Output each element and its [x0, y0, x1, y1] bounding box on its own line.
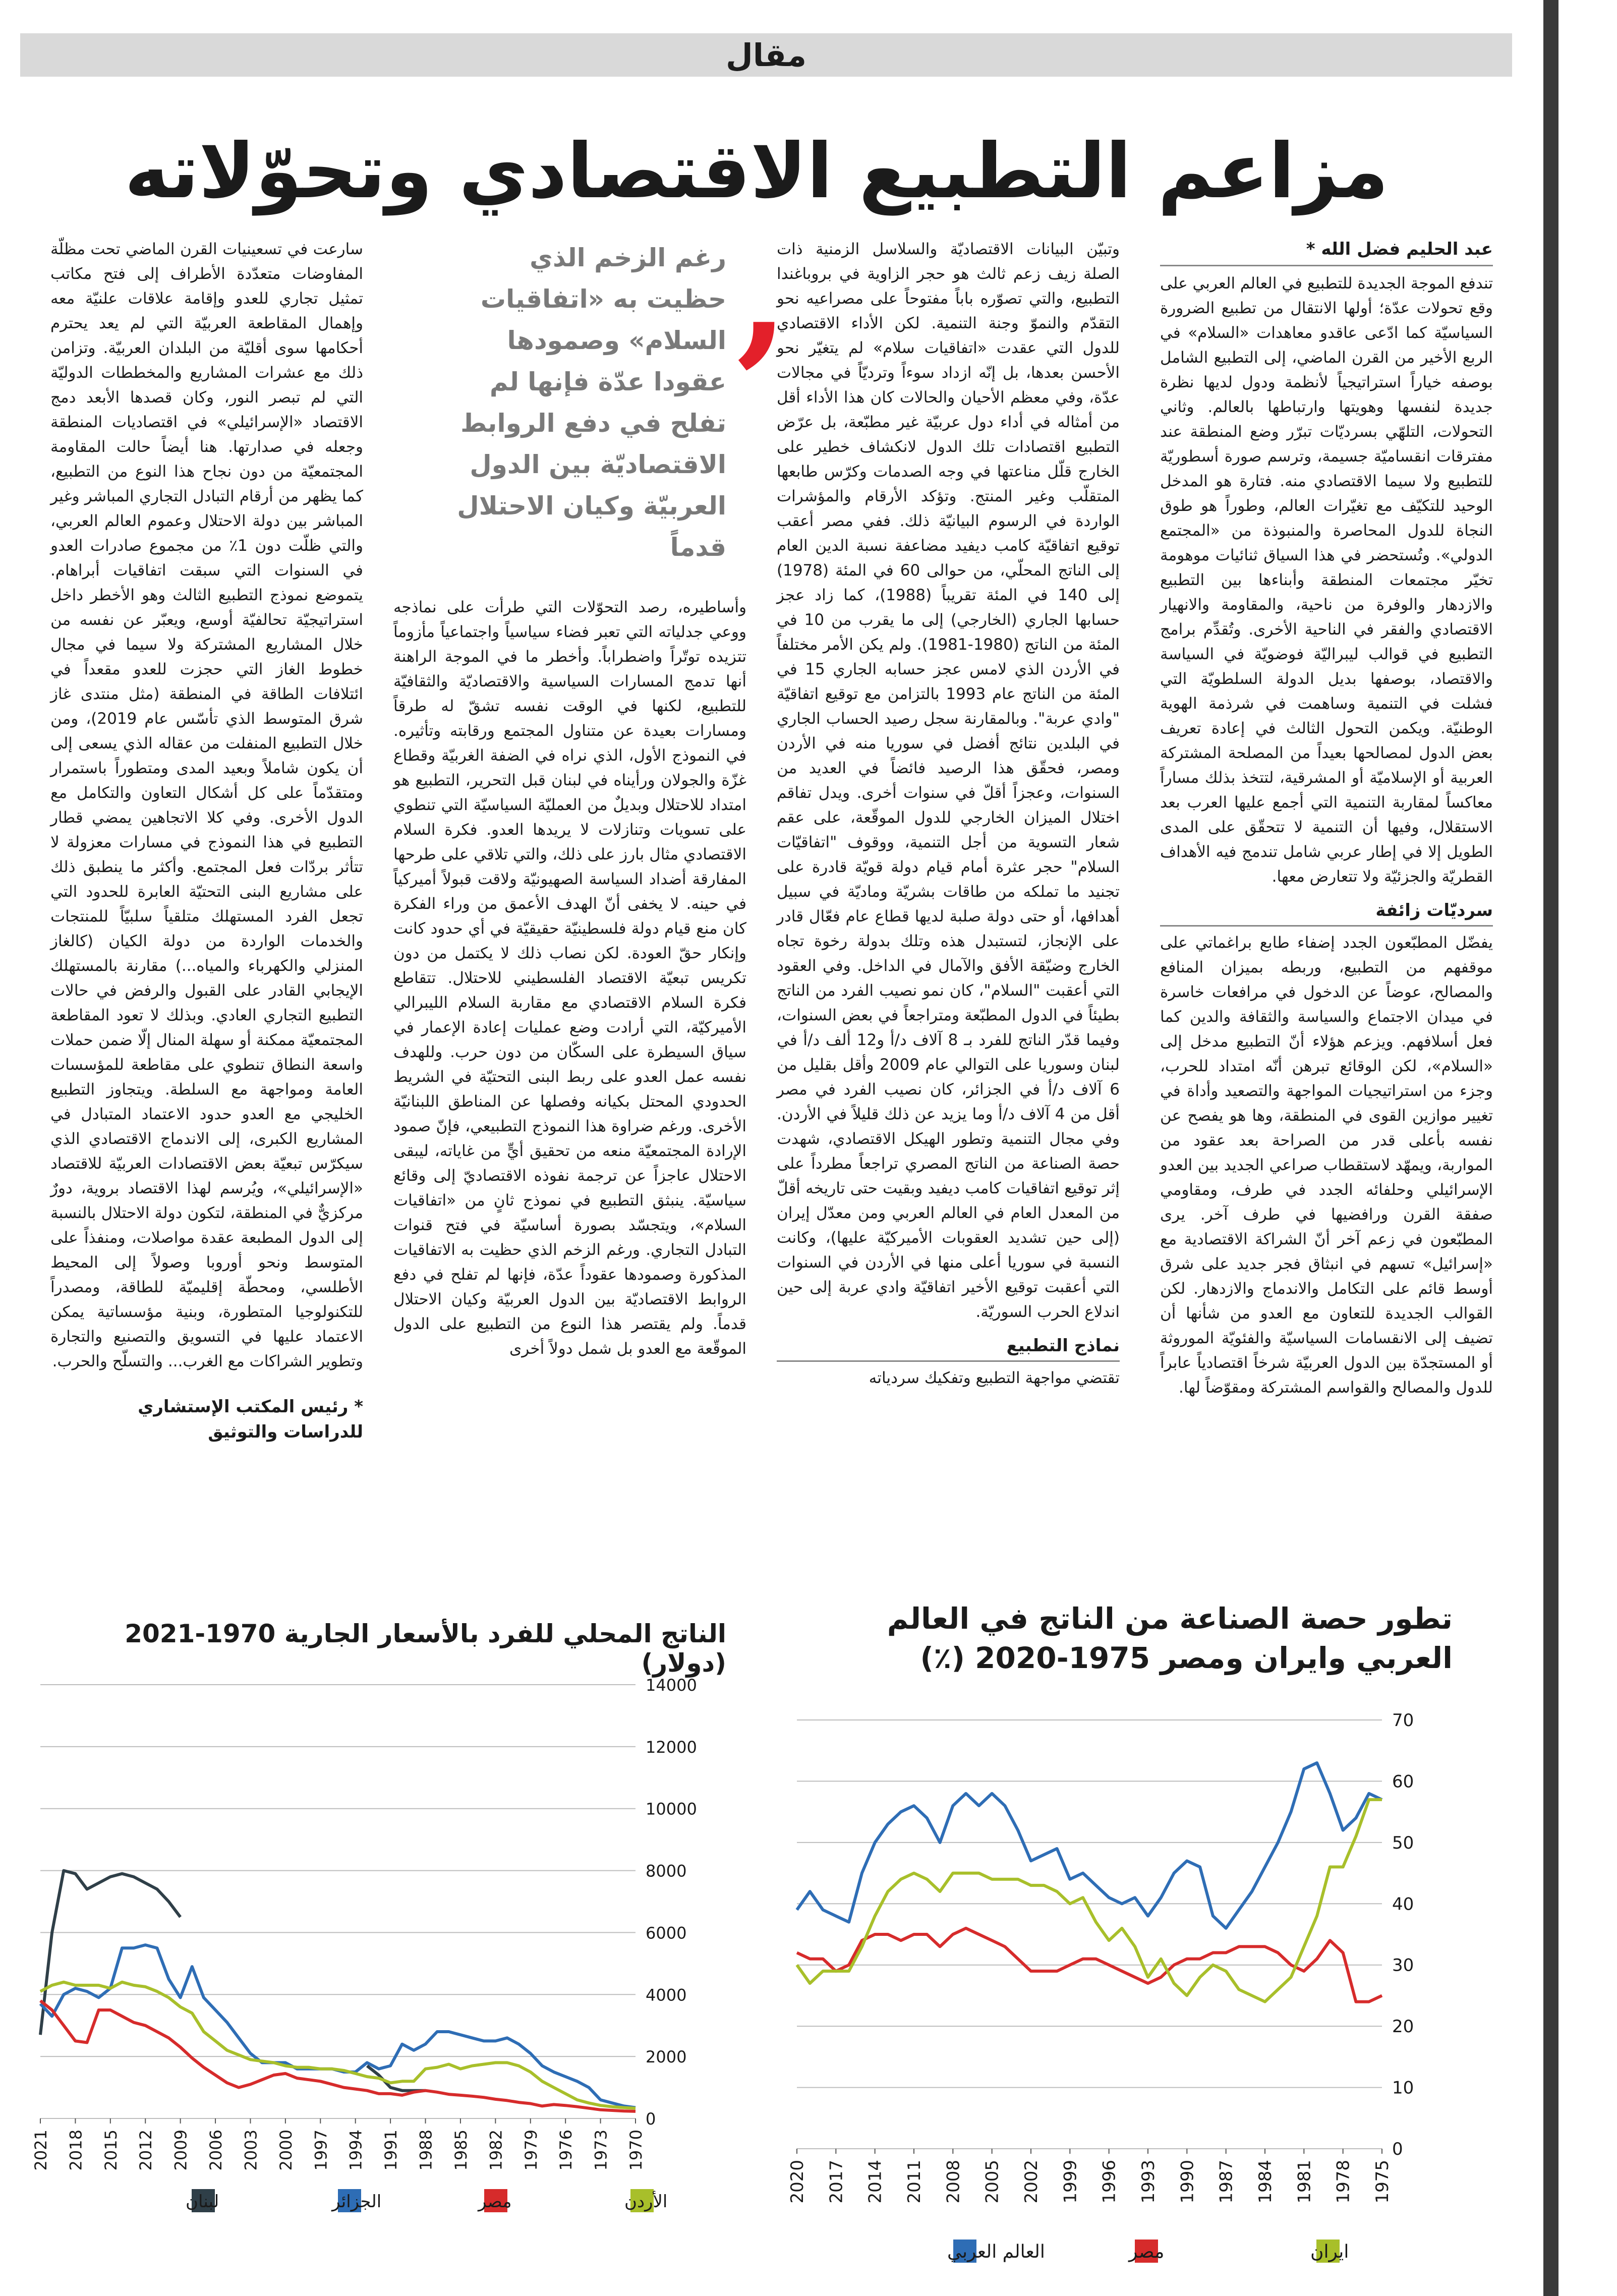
y-tick-label: 6000 [646, 1923, 687, 1943]
author-byline: عبد الحليم فضل الله * [1160, 237, 1493, 266]
legend-label: مصر [1129, 2242, 1165, 2262]
gdp-per-capita-chart-title: الناتج المحلي للفرد بالأسعار الجارية 1970-2021 (دولار) [125, 1619, 726, 1678]
legend-label: مصر [478, 2192, 512, 2212]
y-tick-label: 12000 [646, 1737, 697, 1757]
x-tick-label: 2009 [171, 2130, 191, 2171]
y-tick-label: 2000 [646, 2047, 687, 2067]
x-tick-label: 1984 [1255, 2160, 1276, 2204]
signature-line-1: * رئيس المكتب الإستشاري [138, 1397, 363, 1417]
subhead-normalization-models: نماذج التطبيع [777, 1334, 1120, 1362]
section-header-bar [20, 33, 1512, 77]
x-tick-label: 1973 [591, 2130, 611, 2171]
x-tick-label: 1970 [626, 2130, 646, 2171]
y-tick-label: 0 [646, 2109, 656, 2129]
article-column-2 [777, 237, 1120, 1394]
x-tick-label: 1996 [1099, 2160, 1120, 2204]
y-tick-label: 70 [1392, 1710, 1414, 1731]
legend-label: الأردن [624, 2192, 668, 2212]
x-tick-label: 2015 [101, 2130, 121, 2171]
y-tick-label: 10000 [646, 1799, 697, 1819]
y-tick-label: 4000 [646, 1985, 687, 2005]
author-signature [50, 1394, 363, 1445]
x-tick-label: 1994 [346, 2130, 366, 2171]
y-tick-label: 0 [1392, 2139, 1403, 2159]
x-tick-label: 2018 [66, 2130, 86, 2171]
article-column-4 [50, 237, 363, 1445]
x-tick-label: 1982 [486, 2130, 506, 2171]
x-tick-label: 1978 [1333, 2160, 1354, 2204]
series-line [40, 1982, 636, 2108]
article-headline: مزاعم التطبيع الاقتصادي وتحوّلاته [124, 128, 1389, 215]
x-tick-label: 1993 [1138, 2160, 1159, 2204]
x-tick-label: 2020 [787, 2160, 807, 2204]
x-tick-label: 2008 [943, 2160, 964, 2204]
y-tick-label: 50 [1392, 1832, 1414, 1853]
column-4-paragraph-1: سارعت في تسعينيات القرن الماضي تحت مظلّة المفاوضات متعدّدة الأطراف إلى فتح مكاتب تمثيل تجاري للعدو وإقامة علاقات علنيّة معه وإهمال المقاطعة العربيّة التي لم يعد يحترم أحكامها سوى أقليّة من البلدان العربيّة. وتزامن ذلك مع عشرات المشاريع والمخططات الدوليّة التي لم تبصر النور، وكان قصدها الأبعد دمج الاقتصاد «الإسرائيلي» في اقتصاديات المنطقة وجعله في صدارتها. هنا أيضاً حالت المقاومة المجتمعيّة من دون نجاح هذا النوع من التطبيع، كما يظهر من أرقام التبادل التجاري المباشر وغير المباشر بين دولة الاحتلال وعموم العالم العربي، والتي ظلّت دون 1٪ من مجموع صادرات العدو في السنوات التي سبقت اتفاقيات أبراهام. يتموضع نموذج التطبيع الثالث وهو الأخطر داخل استراتيجيّة تحالفيّة أوسع، ويعبّر عن نفسه من خلال المشاريع المشتركة ولا سيما في مجال خطوط الغاز التي حجزت للعدو مقعداً في ائتلافات الطاقة في المنطقة (مثل منتدى غاز شرق المتوسط الذي تأسّس عام 2019)، ومن خلال التطبيع المنفلت من عقاله الذي يسعى إلى أن يكون شاملاً وبعيد المدى ومتطوراً باستمرار ومتقدّماً على كل أشكال التعاون والتكامل مع الدول الأخرى. وفي كلا الاتجاهين يمضي قطار التطبيع في هذا النموذج في مسارات معزولة لا تتأثر بردّات فعل المجتمع. وأكثر ما ينطبق ذلك على مشاريع البنى التحتيّة العابرة للحدود التي تجعل الفرد المستهلك متلقياً سلبيّاً للمنتجات والخدمات الواردة من دولة الكيان (كالغاز المنزلي والكهرباء والمياه...) مقارنة بالمستهلك الإيجابي القادر على القبول والرفض في حالات التطبيع التجاري العادي. وبذلك لا تعود المقاطعة المجتمعيّة ممكنة أو سهلة المنال إلّا ضمن حملات واسعة النطاق تنطوي على مقاطعة للمؤسسات العامة ومواجهة مع السلطة. ويتجاوز التطبيع الخليجي مع العدو حدود الاعتماد المتبادل في المشاريع الكبرى، إلى الاندماج الاقتصادي الذي سيكرّس تبعيّة بعض الاقتصادات العربيّة للاقتصاد «الإسرائيلي»، ويُرسم لهذا الاقتصاد بروية، دورٌ مركزيٌّ في المنطقة، لتكون دولة الاحتلال بالنسبة إلى الدول المطبعة عقدة مواصلات، ومنفذاً على المتوسط ونحو أوروبا وصولاً إلى المحيط الأطلسي، ومحطّة إقليميّة للطاقة، ومصدراً للتكنولوجيا المتطورة، وبنية مؤسساتية يمكن الاعتماد عليها في التسويق والتصنيع والتجارة وتطوير الشراكات مع الغرب... والتسلّح والحرب. [50, 240, 363, 1370]
industry-share-chart-title: تطور حصة الصناعة من الناتج في العالم العربي وايران ومصر 1975-2020 (٪) [887, 1601, 1453, 1675]
legend-label: العالم العربي [947, 2242, 1045, 2262]
y-tick-label: 8000 [646, 1861, 687, 1881]
x-tick-label: 2011 [904, 2160, 925, 2204]
signature-line-2: للدراسات والتوثيق [208, 1422, 363, 1442]
y-tick-label: 30 [1392, 1955, 1414, 1976]
series-line [40, 1871, 426, 2091]
x-tick-label: 2000 [276, 2130, 296, 2171]
column-2-paragraph-2: تقتضي مواجهة التطبيع وتفكيك سردياته [869, 1369, 1120, 1387]
industry-share-chart [787, 1705, 1473, 2270]
x-tick-label: 1981 [1294, 2160, 1315, 2204]
article-column-1 [1160, 237, 1493, 1403]
x-tick-label: 1990 [1177, 2160, 1198, 2204]
legend-label: الجزائر [332, 2192, 382, 2212]
pull-quote: رغم الزخم الذي حظيت به «اتفاقيات السلام» وصمودها عقودا عدّة فإنها لم تفلح في دفع الروابط الاقتصاديّة بين الدول العربيّة وكيان الاحتلال قدماً [457, 243, 726, 562]
x-tick-label: 1985 [451, 2130, 471, 2171]
quote-mark-icon: , [736, 203, 789, 381]
x-tick-label: 1991 [381, 2130, 401, 2171]
x-tick-label: 2017 [826, 2160, 847, 2204]
x-tick-label: 1999 [1060, 2160, 1081, 2204]
x-tick-label: 1987 [1216, 2160, 1237, 2204]
column-2-paragraph-1: وتبيّن البيانات الاقتصاديّة والسلاسل الزمنية ذات الصلة زيف زعم ثالث هو حجر الزاوية في بروباغندا التطبيع، والتي تصوّره باباً مفتوحاً على مصراعيه نحو التقدّم والنموّ وجنة التنمية. لكن الأداء الاقتصادي للدول التي عقدت «اتفاقيات سلام» لم يتغيّر نحو الأحسن بعدها، بل إنّه ازداد سوءاً وترديّاً في مجالات عدّة، وفي معظم الأحيان والحالات كان هذا الأداء أقل من أمثاله في أداء دول عربيّة غير مطبّعة، بل عرّض التطبيع اقتصادات تلك الدول لانكشاف خطير على الخارج قلّل مناعتها في وجه الصدمات وكرّس طابعها المتقلّب وغير المنتج. وتؤكد الأرقام والمؤشرات الواردة في الرسوم البيانيّة ذلك. ففي مصر أعقب توقيع اتفاقيّة كامب ديفيد مضاعفة نسبة الدين العام إلى الناتج المحلّي، من حوالى 60 في المئة (1978) إلى 140 في المئة تقريباً (1988)، كما زاد عجز حسابها الجاري (الخارجي) إلى ما يقرب من 10 في المئة من الناتج (1980-1981). ولم يكن الأمر مختلفاً في الأردن الذي لامس عجز حسابه الجاري 15 في المئة من الناتج عام 1993 بالتزامن مع توقيع اتفاقيّة "وادي عربة". وبالمقارنة سجل رصيد الحساب الجاري في البلدين نتائج أفضل في سوريا منه في الأردن ومصر، فحقّق هذا الرصيد فائضاً في العديد من السنوات، وعجزاً أقلّ في سنوات أخرى. ويدل تفاقم اختلال الميزان الخارجي للدول الموقّعة، على عقم شعار التسوية من أجل التنمية، ووقوف "اتفاقيّات السلام" حجر عثرة أمام قيام دولة قويّة قادرة على تجنيد ما تملكه من طاقات بشريّة وماديّة في سبيل أهدافها، أو حتى دولة صلبة لديها قطاع عام فعّال قادر على الإنجاز، لتستبدل هذه وتلك بدولة رخوة تجاه الخارج وضيّقة الأفق والآمال في الداخل. وفي العقود التي أعقبت "السلام"، كان نمو نصيب الفرد من الناتج بطيئاً في الدول المطبّعة ومتراجعاً في بعض السنوات، وفيما قدّر الناتج للفرد بـ 8 آلاف د/أ و12 ألف د/أ في لبنان وسوريا على التوالي عام 2009 وأقل بقليل من 6 آلاف د/أ في الجزائر، كان نصيب الفرد في مصر أقل من 4 آلاف د/أ وما يزيد عن ذلك قليلاً في الأردن. وفي مجال التنمية وتطور الهيكل الاقتصادي، شهدت حصة الصناعة من الناتج المصري تراجعاً مطرداً على إثر توقيع اتفاقيات كامب ديفيد وبقيت حتى تاريخه أقلّ من المعدل العام في العالم العربي ومن معدّل إيران (إلى حين تشديد العقوبات الأميركيّة عليها)، وكانت النسبة في سوريا أعلى منها في الأردن في السنوات التي أعقبت توقيع الأخير اتفاقيّة وادي عربة إلى حين اندلاع الحرب السوريّة. [777, 240, 1120, 1321]
x-tick-label: 1976 [556, 2130, 576, 2171]
y-tick-label: 40 [1392, 1894, 1414, 1915]
x-tick-label: 2012 [136, 2130, 156, 2171]
x-tick-label: 2006 [206, 2130, 226, 2171]
x-tick-label: 2005 [982, 2160, 1003, 2204]
column-1-paragraph-1: تندفع الموجة الجديدة للتطبيع في العالم العربي على وقع تحولات عدّة؛ أولها الانتقال من تطبيع الضرورة السياسيّة كما ادّعى عاقدو معاهدات «السلام» في الربع الأخير من القرن الماضي، إلى التطبيع الشامل بوصفه خياراً استراتيجياً لأنظمة ودول لديها نظرة جديدة لنفسها وهويتها وارتباطها بالعالم. وثاني التحولات، التلهّي بسرديّات تبرّر وضع المنطقة عند مفترقات انقساميّة جسيمة، وترسم صورة أسطوريّة للتطبيع ولا سيما الاقتصادي منه. فتارة هو المدخل الوحيد للتكيّف مع تغيّرات العالم، وطوراً هو طوق النجاة للدول المحاصرة والمنبوذة من «المجتمع الدولي». وتُستحضر في هذا السياق ثنائيات موهومة تخيّر مجتمعات المنطقة وأبناءها بين التطبيع والازدهار والوفرة من ناحية، والمقاومة والانهيار الاقتصادي والفقر في الناحية الأخرى. وتُقدِّم برامج التطبيع في قوالب ليبراليّة فوضويّة في السياسة والاقتصاد، بوصفها بديل الدولة السلطويّة التي فشلت في التنمية وساهمت في شرذمة الهوية الوطنيّة. ويكمن التحول الثالث في إعادة تعريف بعض الدول لمصالحها بعيداً من المصلحة المشتركة العربية أو الإسلاميّة أو المشرقية، لتتخذ بذلك مساراً معاكساً لمقاربة التنمية التي أجمع عليها العرب بعد الاستقلال، وفيها أن التنمية لا تتحقّق على المدى الطويل إلا في إطار عربي شامل تندمج فيه الأهداف القطريّة والجزئيّة ولا تتعارض معها. [1160, 274, 1493, 886]
x-tick-label: 2002 [1021, 2160, 1042, 2204]
x-tick-label: 1988 [416, 2130, 436, 2171]
x-tick-label: 2003 [241, 2130, 261, 2171]
x-tick-label: 2021 [31, 2130, 50, 2171]
y-tick-label: 14000 [646, 1676, 697, 1695]
column-1-paragraph-2: يفضّل المطبّعون الجدد إضفاء طابع براغماتي على موقفهم من التطبيع، وربطه بميزان المنافع والمصالح، عوضاً عن الدخول في مرافعات خاسرة في ميدان الاجتماع والسياسة والثقافة والدين كما فعل أسلافهم. ويزعم هؤلاء أنّ التطبيع مدخل إلى «السلام»، لكن الوقائع تبرهن أنّه امتداد للحرب، وجزء من استراتيجيات المواجهة والتصعيد وأداة في تغيير موازين القوى في المنطقة، وها هو يفصح عن نفسه بأعلى قدر من الصراحة بعد عقود من المواربة، ويمهّد لاستقطاب صراعي الجديد بين العدو الإسرائيلي وحلفائه الجدد في طرف، ومقاومي صفقة القرن ورافضيها في طرف آخر. يرى المطبّعون في زعم آخر أنّ الشراكة الاقتصادية مع «إسرائيل» تسهم في انبثاق فجر جديد على شرق أوسط قائم على التكامل والاندماج والازدهار. لكن القوالب الجديدة للتعاون مع العدو من شأنها أن تضيف إلى الانقسامات السياسيّة والفئويّة الموروثة أو المستجدّة بين الدول العربيّة شرخاً اقتصادياً عابراً للدول والمصالح والقواسم المشتركة ومقوّضاً لها. [1160, 934, 1493, 1397]
grid-lines [40, 1685, 636, 2118]
x-tick-label: 1975 [1372, 2160, 1393, 2204]
legend-label: ايران [1310, 2242, 1349, 2262]
section-label: مقال [725, 36, 807, 74]
y-tick-label: 60 [1392, 1771, 1414, 1792]
y-tick-label: 10 [1392, 2078, 1414, 2098]
x-tick-label: 1979 [521, 2130, 541, 2171]
page-edge-stripe [1543, 0, 1558, 2296]
gdp-per-capita-chart [30, 1670, 746, 2270]
legend-label: لبنان [186, 2192, 219, 2212]
y-tick-label: 20 [1392, 2017, 1414, 2037]
subhead-false-narratives: سرديّات زائفة [1160, 898, 1493, 927]
x-tick-label: 1997 [311, 2130, 331, 2171]
article-column-3 [393, 595, 746, 1364]
column-3-paragraph-1: وأساطيره، رصد التحوّلات التي طرأت على نماذجه ووعي جدلياته التي تعبر فضاء سياسياً واجتماعياً مأزوماً تتزيده توتّراً واضطراباً. وأخطر ما في الموجة الراهنة أنها تدمج المسارات السياسية والاقتصاديّة والثقافيّة للتطبيع، لكنها في الوقت نفسه تشقّ له طرقاً ومسارات بعيدة عن متناول المجتمع ورقابته وتأثيره. في النموذج الأول، الذي نراه في الضفة الغربيّة وقطاع غزّة والجولان ورأيناه في لبنان قبل التحرير، التطبيع هو امتداد للاحتلال وبديلٌ من العمليّة السياسيّة التي تنطوي على تسويات وتنازلات لا يريدها العدو. فكرة السلام الاقتصادي مثال بارز على ذلك، والتي تلاقي على طرحها المفارقة أضداد السياسة الصهيونيّة ولاقت قبولاً أميركياً في حينه. لا يخفى أنّ الهدف الأعمق من وراء الفكرة كان منع قيام دولة فلسطينيّة حقيقيّة في أي حدود كانت وإنكار حقّ العودة. لكن نصاب ذلك لا يكتمل من دون تكريس تبعيّة الاقتصاد الفلسطيني للاحتلال. تتقاطع فكرة السلام الاقتصادي مع مقاربة السلام الليبرالي الأميركيّة، التي أرادت وضع عمليات إعادة الإعمار في سياق السيطرة على السكّان من دون حرب. وللهدف نفسه عمل العدو على ربط البنى التحتيّة في الشريط الحدودي المحتل بكيانه وفصلها عن المناطق اللبنانيّة الأخرى. ورغم ضراوة هذا النموذج التطبيعي، فإنّ صمود الإرادة المجتمعيّة منعه من تحقيق أيٍّ من غاياته، ليبقى الاحتلال عاجزاً عن ترجمة نفوذه الاقتصاديّ إلى وقائع سياسيّة. ينبثق التطبيع في نموذج ثانٍ من «اتفاقيات السلام»، ويتجسّد بصورة أساسيّة في فتح قنوات التبادل التجاري. ورغم الزخم الذي حظيت به الاتفاقيات المذكورة وصمودها عقوداً عدّة، فإنها لم تفلح في دفع الروابط الاقتصاديّة بين الدول العربيّة وكيان الاحتلال قدماً. ولم يقتصر هذا النوع من التطبيع على الدول الموقّعة مع العدو بل شمل دولاً أخرى [393, 598, 746, 1358]
x-tick-label: 2014 [865, 2160, 886, 2204]
